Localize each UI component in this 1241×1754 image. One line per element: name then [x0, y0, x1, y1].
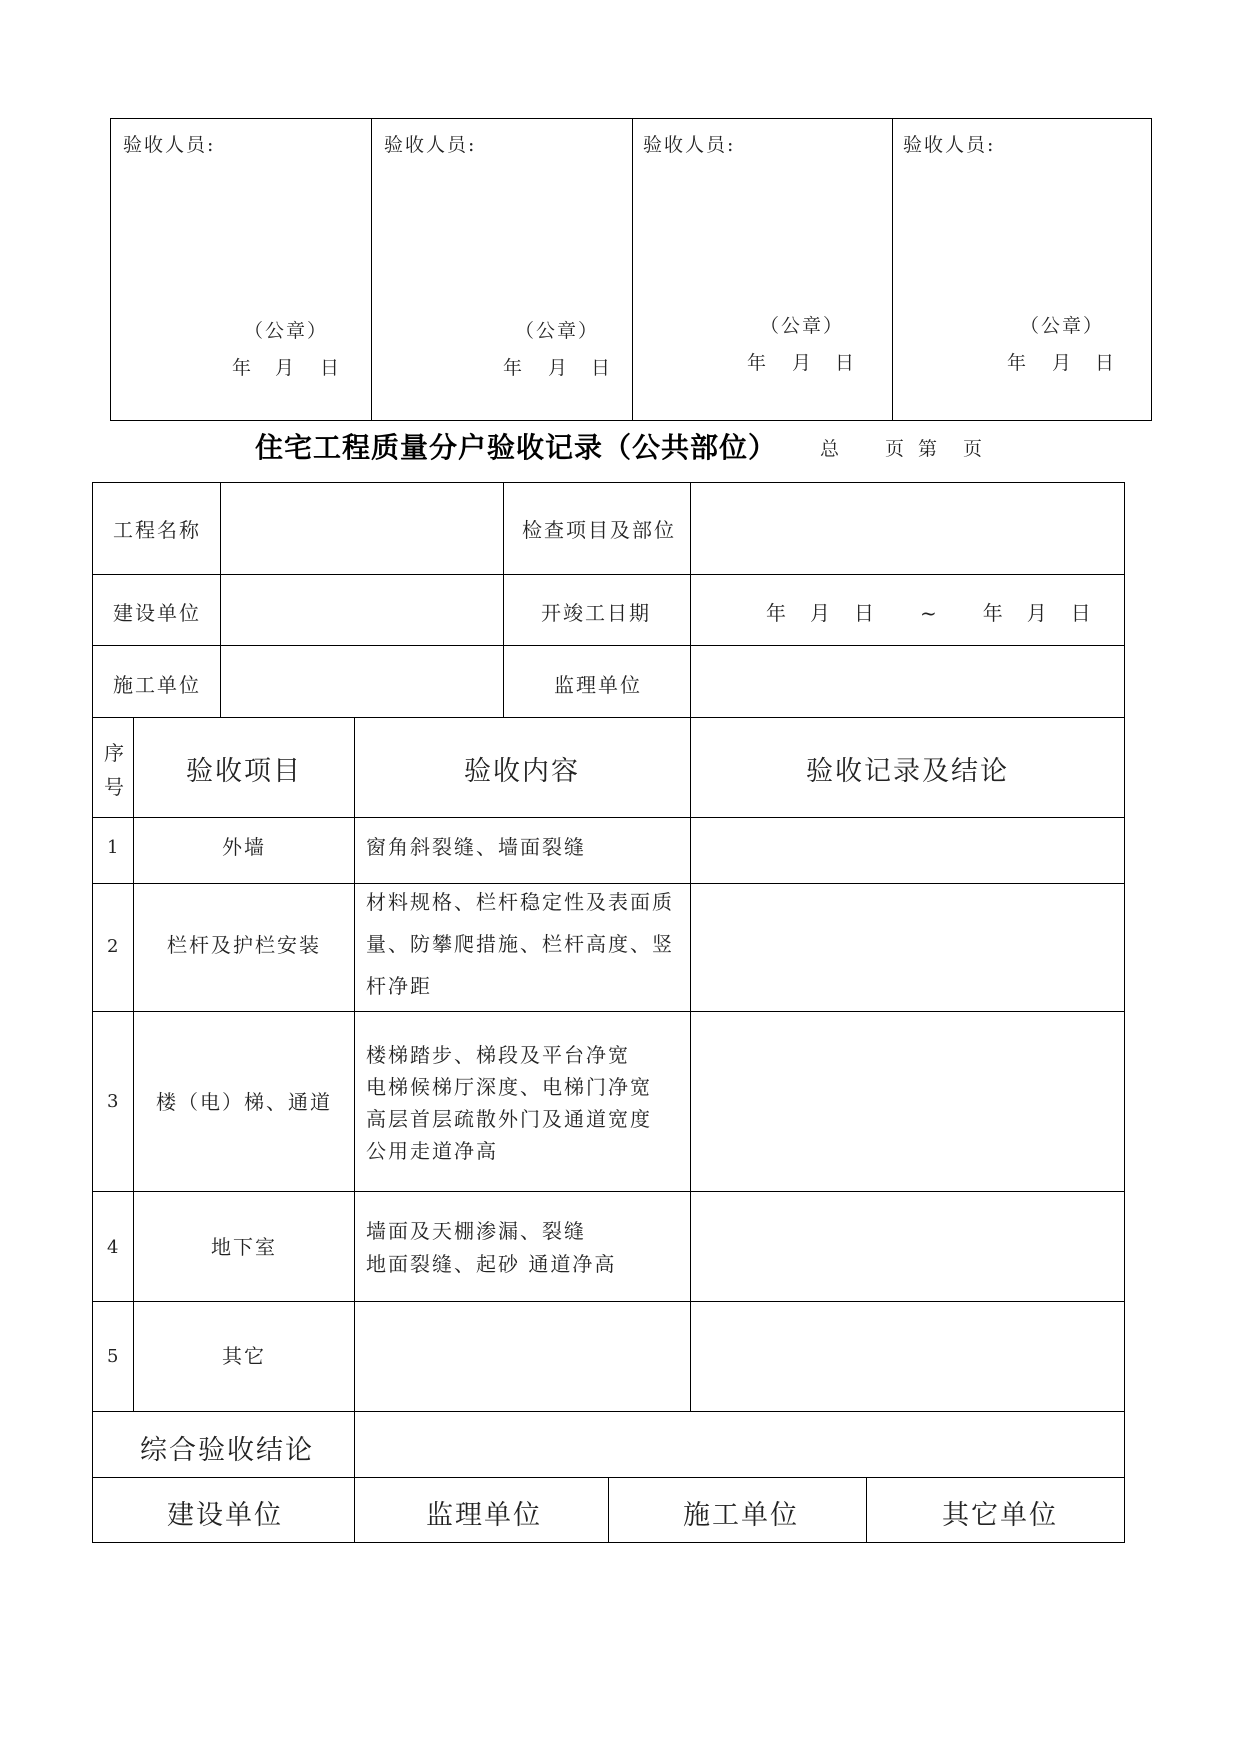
row-item: 地下室 — [211, 1235, 277, 1259]
row-item: 其它 — [222, 1344, 266, 1368]
footer-contractor: 施工单位 — [683, 1500, 799, 1531]
row-content-line: 量、防攀爬措施、栏杆高度、竖 — [366, 932, 674, 956]
row-item: 楼（电）梯、通道 — [156, 1090, 332, 1114]
date-month: 月 — [275, 357, 297, 379]
row-number: 1 — [107, 837, 121, 858]
project-name-field[interactable] — [221, 483, 503, 574]
conclusion-label: 综合验收结论 — [140, 1435, 314, 1466]
row-content-line: 地面裂缝、起砂 通道净高 — [366, 1252, 617, 1276]
seq-header-1: 序 — [104, 741, 126, 765]
row-record-field[interactable] — [691, 1192, 1124, 1301]
row-content-line: 电梯候梯厅深度、电梯门净宽 — [366, 1075, 652, 1099]
seq-header-2: 号 — [104, 775, 126, 799]
conclusion-field[interactable] — [355, 1412, 1124, 1477]
inspector-label: 验收人员: — [123, 134, 216, 156]
row-content-line: 杆净距 — [366, 974, 432, 998]
project-name-label: 工程名称 — [113, 518, 201, 542]
date-month: 月 — [1052, 352, 1074, 374]
seal-label: （公章） — [244, 320, 329, 342]
dates-label: 开竣工日期 — [541, 601, 651, 625]
inspect-item-label: 检查项目及部位 — [522, 518, 676, 542]
row-number: 4 — [107, 1237, 121, 1258]
row-number: 5 — [107, 1346, 121, 1367]
row-record-field[interactable] — [691, 1012, 1124, 1191]
seal-label: （公章） — [760, 315, 845, 337]
row-number: 2 — [107, 936, 121, 957]
contractor-label: 施工单位 — [113, 673, 201, 697]
row-number: 3 — [107, 1091, 121, 1112]
row-content-field[interactable] — [355, 1302, 690, 1411]
builder-label: 建设单位 — [113, 601, 201, 625]
footer-supervisor: 监理单位 — [426, 1500, 542, 1531]
builder-field[interactable] — [221, 575, 503, 645]
date-month: 月 — [548, 357, 570, 379]
row-content-line: 墙面及天棚渗漏、裂缝 — [366, 1219, 586, 1243]
record-header: 验收记录及结论 — [806, 756, 1009, 787]
item-header: 验收项目 — [186, 756, 302, 787]
row-content-line: 楼梯踏步、梯段及平台净宽 — [366, 1043, 630, 1067]
page-unit-label: 页 — [885, 438, 907, 460]
row-content-line: 材料规格、栏杆稳定性及表面质 — [366, 890, 674, 914]
date-year: 年 — [232, 357, 254, 379]
date-day: 日 — [591, 357, 613, 379]
footer-builder: 建设单位 — [167, 1500, 283, 1531]
date-day: 日 — [1095, 352, 1117, 374]
row-content-line: 高层首层疏散外门及通道宽度 — [366, 1107, 652, 1131]
date-year: 年 — [503, 357, 525, 379]
seal-label: （公章） — [1020, 315, 1105, 337]
content-header: 验收内容 — [464, 756, 580, 787]
date-year: 年 — [747, 352, 769, 374]
inspector-label: 验收人员: — [903, 134, 996, 156]
row-record-field[interactable] — [691, 1302, 1124, 1411]
inspector-label: 验收人员: — [643, 134, 736, 156]
page-total-label: 总 — [820, 438, 842, 460]
supervisor-label: 监理单位 — [554, 673, 642, 697]
footer-other: 其它单位 — [942, 1500, 1058, 1531]
page-nth-label: 第 — [918, 438, 940, 460]
row-content-line: 公用走道净高 — [366, 1139, 498, 1163]
supervisor-field[interactable] — [691, 646, 1124, 717]
page-unit-label: 页 — [963, 438, 985, 460]
contractor-field[interactable] — [221, 646, 503, 717]
row-content-line: 窗角斜裂缝、墙面裂缝 — [366, 835, 586, 859]
date-day: 日 — [835, 352, 857, 374]
row-record-field[interactable] — [691, 884, 1124, 1011]
row-record-field[interactable] — [691, 818, 1124, 883]
dates-value[interactable]: 年 月 日 ~ 年 月 日 — [766, 601, 1093, 625]
date-day: 日 — [320, 357, 342, 379]
date-month: 月 — [792, 352, 814, 374]
inspector-label: 验收人员: — [384, 134, 477, 156]
date-year: 年 — [1007, 352, 1029, 374]
page-title: 住宅工程质量分户验收记录（公共部位） — [255, 431, 778, 464]
seal-label: （公章） — [515, 320, 600, 342]
row-item: 外墙 — [222, 835, 266, 859]
inspect-item-field[interactable] — [691, 483, 1124, 574]
row-item: 栏杆及护栏安装 — [167, 933, 321, 957]
